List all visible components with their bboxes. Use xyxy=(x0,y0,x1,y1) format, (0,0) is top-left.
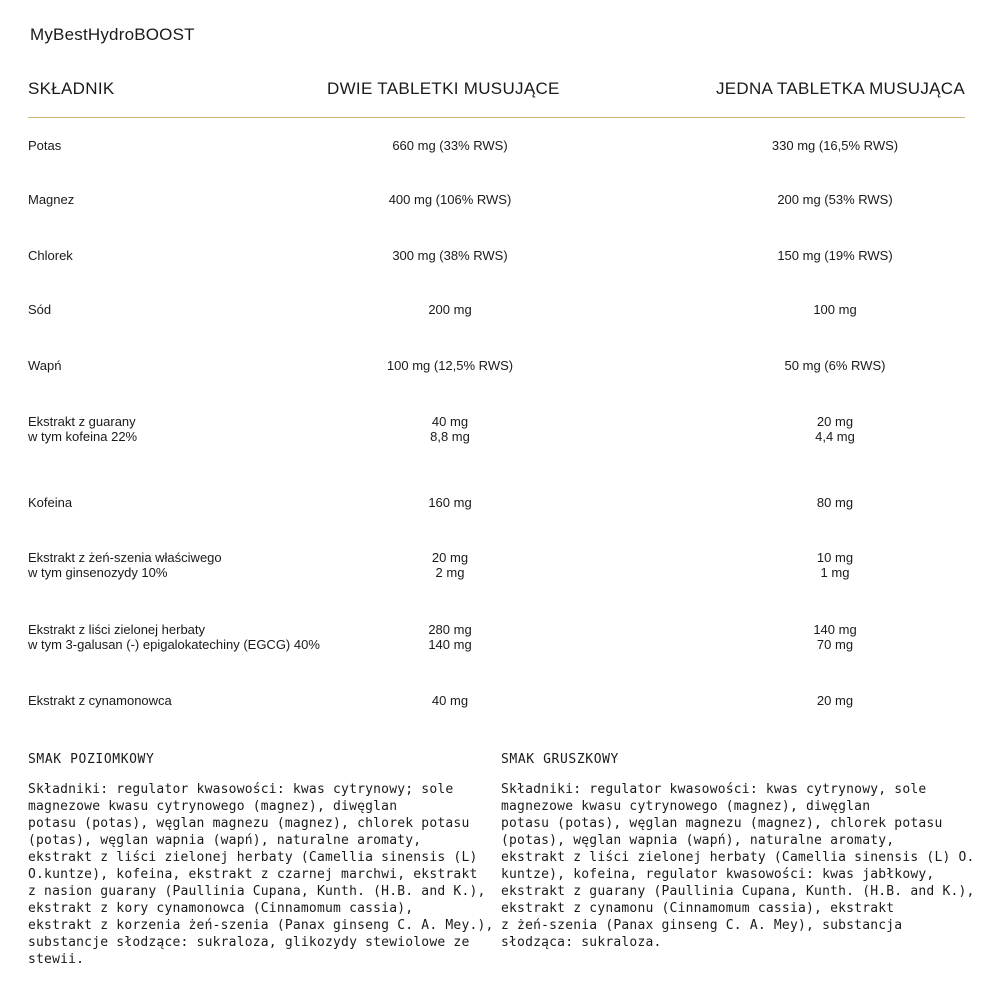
ingredient-name-line: Ekstrakt z żeń-szenia właściwego xyxy=(28,550,222,565)
ingredient-text-line: magnezowe kwasu cytrynowego (magnez), diwęglan xyxy=(28,799,398,814)
one-tablet-value-line: 200 mg (53% RWS) xyxy=(777,192,893,207)
one-tablet-value-line: 70 mg xyxy=(816,637,854,652)
two-tablets-value-line: 400 mg (106% RWS) xyxy=(388,192,512,207)
two-tablets-value xyxy=(300,414,600,444)
two-tablets-value xyxy=(300,248,600,263)
one-tablet-value-line: 150 mg (19% RWS) xyxy=(777,248,893,263)
ingredient-text-line: potasu (potas), węglan magnezu (magnez), chlorek potasu xyxy=(28,816,470,831)
two-tablets-value-line: 40 mg xyxy=(431,693,469,708)
header-divider xyxy=(28,117,965,118)
two-tablets-value xyxy=(300,358,600,373)
two-tablets-value-line: 200 mg xyxy=(428,302,472,317)
flavor-pear xyxy=(501,752,975,951)
ingredient-name-line: Potas xyxy=(28,138,62,153)
flavor-strawberry-ingredients xyxy=(28,781,493,968)
one-tablet-value xyxy=(685,302,985,317)
two-tablets-value xyxy=(300,550,600,580)
one-tablet-value-line: 4,4 mg xyxy=(815,429,855,444)
header-two-tablets: DWIE TABLETKI MUSUJĄCE xyxy=(327,79,560,98)
ingredient-name-line: Ekstrakt z cynamonowca xyxy=(28,693,172,708)
ingredient-name-line: w tym 3-galusan (-) epigalokatechiny (EGCG) 40% xyxy=(28,637,320,652)
ingredient-text-line: (potas), węglan wapnia (wapń), naturalne aromaty, xyxy=(501,833,895,848)
ingredient-text-line: Składniki: regulator kwasowości: kwas cytrynowy, sole xyxy=(501,782,927,797)
one-tablet-value xyxy=(685,248,985,263)
two-tablets-value-line: 300 mg (38% RWS) xyxy=(392,248,508,263)
ingredient-text-line: stewii. xyxy=(28,952,85,967)
ingredient-text-line: magnezowe kwasu cytrynowego (magnez), diwęglan xyxy=(501,799,871,814)
one-tablet-value-line: 140 mg xyxy=(813,622,857,637)
one-tablet-value-line: 330 mg (16,5% RWS) xyxy=(771,138,899,153)
flavor-strawberry-title: SMAK POZIOMKOWY xyxy=(28,752,155,767)
two-tablets-value-line: 660 mg (33% RWS) xyxy=(392,138,508,153)
ingredient-text-line: ekstrakt z kory cynamonowca (Cinnamomum cassia), xyxy=(28,901,414,916)
flavor-pear-ingredients xyxy=(501,781,975,951)
one-tablet-value xyxy=(685,622,985,652)
ingredient-name-line: Chlorek xyxy=(28,248,73,263)
two-tablets-value-line: 40 mg xyxy=(431,414,469,429)
ingredient-name-line: w tym ginsenozydy 10% xyxy=(28,565,168,580)
flavor-pear-title: SMAK GRUSZKOWY xyxy=(501,752,619,767)
ingredient-name-line: Ekstrakt z liści zielonej herbaty xyxy=(28,622,206,637)
two-tablets-value-line: 8,8 mg xyxy=(430,429,470,444)
one-tablet-value xyxy=(685,192,985,207)
ingredient-text-line: O.kuntze), kofeina, ekstrakt z czarnej marchwi, ekstrakt xyxy=(28,867,478,882)
one-tablet-value xyxy=(685,138,985,153)
ingredient-text-line: ekstrakt z liści zielonej herbaty (Camellia sinensis (L) xyxy=(28,850,478,865)
ingredient-text-line: ekstrakt z guarany (Paullinia Cupana, Kunth. (H.B. and K.), xyxy=(501,884,975,899)
brand-title: MyBestHydroBOOST xyxy=(30,25,195,44)
one-tablet-value xyxy=(685,358,985,373)
two-tablets-value xyxy=(300,622,600,652)
one-tablet-value-line: 1 mg xyxy=(820,565,850,580)
ingredient-text-line: ekstrakt z korzenia żeń-szenia (Panax ginseng C. A. Mey.), xyxy=(28,918,494,933)
one-tablet-value xyxy=(685,414,985,444)
one-tablet-value xyxy=(685,495,985,510)
header-ingredient: SKŁADNIK xyxy=(28,79,115,98)
two-tablets-value-line: 280 mg xyxy=(428,622,472,637)
ingredient-name-line: Sód xyxy=(28,302,52,317)
one-tablet-value-line: 20 mg xyxy=(816,693,854,708)
ingredient-name-line: Kofeina xyxy=(28,495,73,510)
ingredient-text-line: ekstrakt z cynamonu (Cinnamomum cassia), ekstrakt xyxy=(501,901,895,916)
two-tablets-value xyxy=(300,302,600,317)
two-tablets-value-line: 140 mg xyxy=(428,637,472,652)
one-tablet-value xyxy=(685,693,985,708)
flavor-strawberry xyxy=(28,752,493,968)
two-tablets-value-line: 2 mg xyxy=(435,565,465,580)
one-tablet-value-line: 100 mg xyxy=(813,302,857,317)
ingredient-text-line: z nasion guarany (Paullinia Cupana, Kunth. (H.B. and K.), xyxy=(28,884,486,899)
ingredient-text-line: kuntze), kofeina, regulator kwasowości: kwas jabłkowy, xyxy=(501,867,935,882)
two-tablets-value-line: 20 mg xyxy=(431,550,469,565)
two-tablets-value-line: 100 mg (12,5% RWS) xyxy=(386,358,514,373)
two-tablets-value-line: 160 mg xyxy=(428,495,472,510)
header-one-tablet: JEDNA TABLETKA MUSUJĄCA xyxy=(715,79,965,98)
one-tablet-value-line: 50 mg (6% RWS) xyxy=(784,358,886,373)
one-tablet-value-line: 20 mg xyxy=(816,414,854,429)
ingredient-text-line: słodząca: sukraloza. xyxy=(501,935,662,950)
ingredient-text-line: Składniki: regulator kwasowości: kwas cytrynowy; sole xyxy=(28,782,454,797)
two-tablets-value xyxy=(300,693,600,708)
ingredient-text-line: (potas), węglan wapnia (wapń), naturalne aromaty, xyxy=(28,833,422,848)
two-tablets-value xyxy=(300,495,600,510)
two-tablets-value xyxy=(300,192,600,207)
ingredient-name-line: Magnez xyxy=(28,192,75,207)
ingredient-text-line: ekstrakt z liści zielonej herbaty (Camellia sinensis (L) O. xyxy=(501,850,975,865)
one-tablet-value-line: 80 mg xyxy=(816,495,854,510)
ingredient-text-line: substancje słodzące: sukraloza, glikozydy stewiolowe ze xyxy=(28,935,470,950)
ingredient-text-line: potasu (potas), węglan magnezu (magnez), chlorek potasu xyxy=(501,816,943,831)
one-tablet-value xyxy=(685,550,985,580)
ingredient-name-line: Ekstrakt z guarany xyxy=(28,414,136,429)
one-tablet-value-line: 10 mg xyxy=(816,550,854,565)
ingredient-name-line: w tym kofeina 22% xyxy=(28,429,138,444)
ingredient-text-line: z żeń-szenia (Panax ginseng C. A. Mey), substancja xyxy=(501,918,903,933)
ingredient-name-line: Wapń xyxy=(28,358,62,373)
two-tablets-value xyxy=(300,138,600,153)
